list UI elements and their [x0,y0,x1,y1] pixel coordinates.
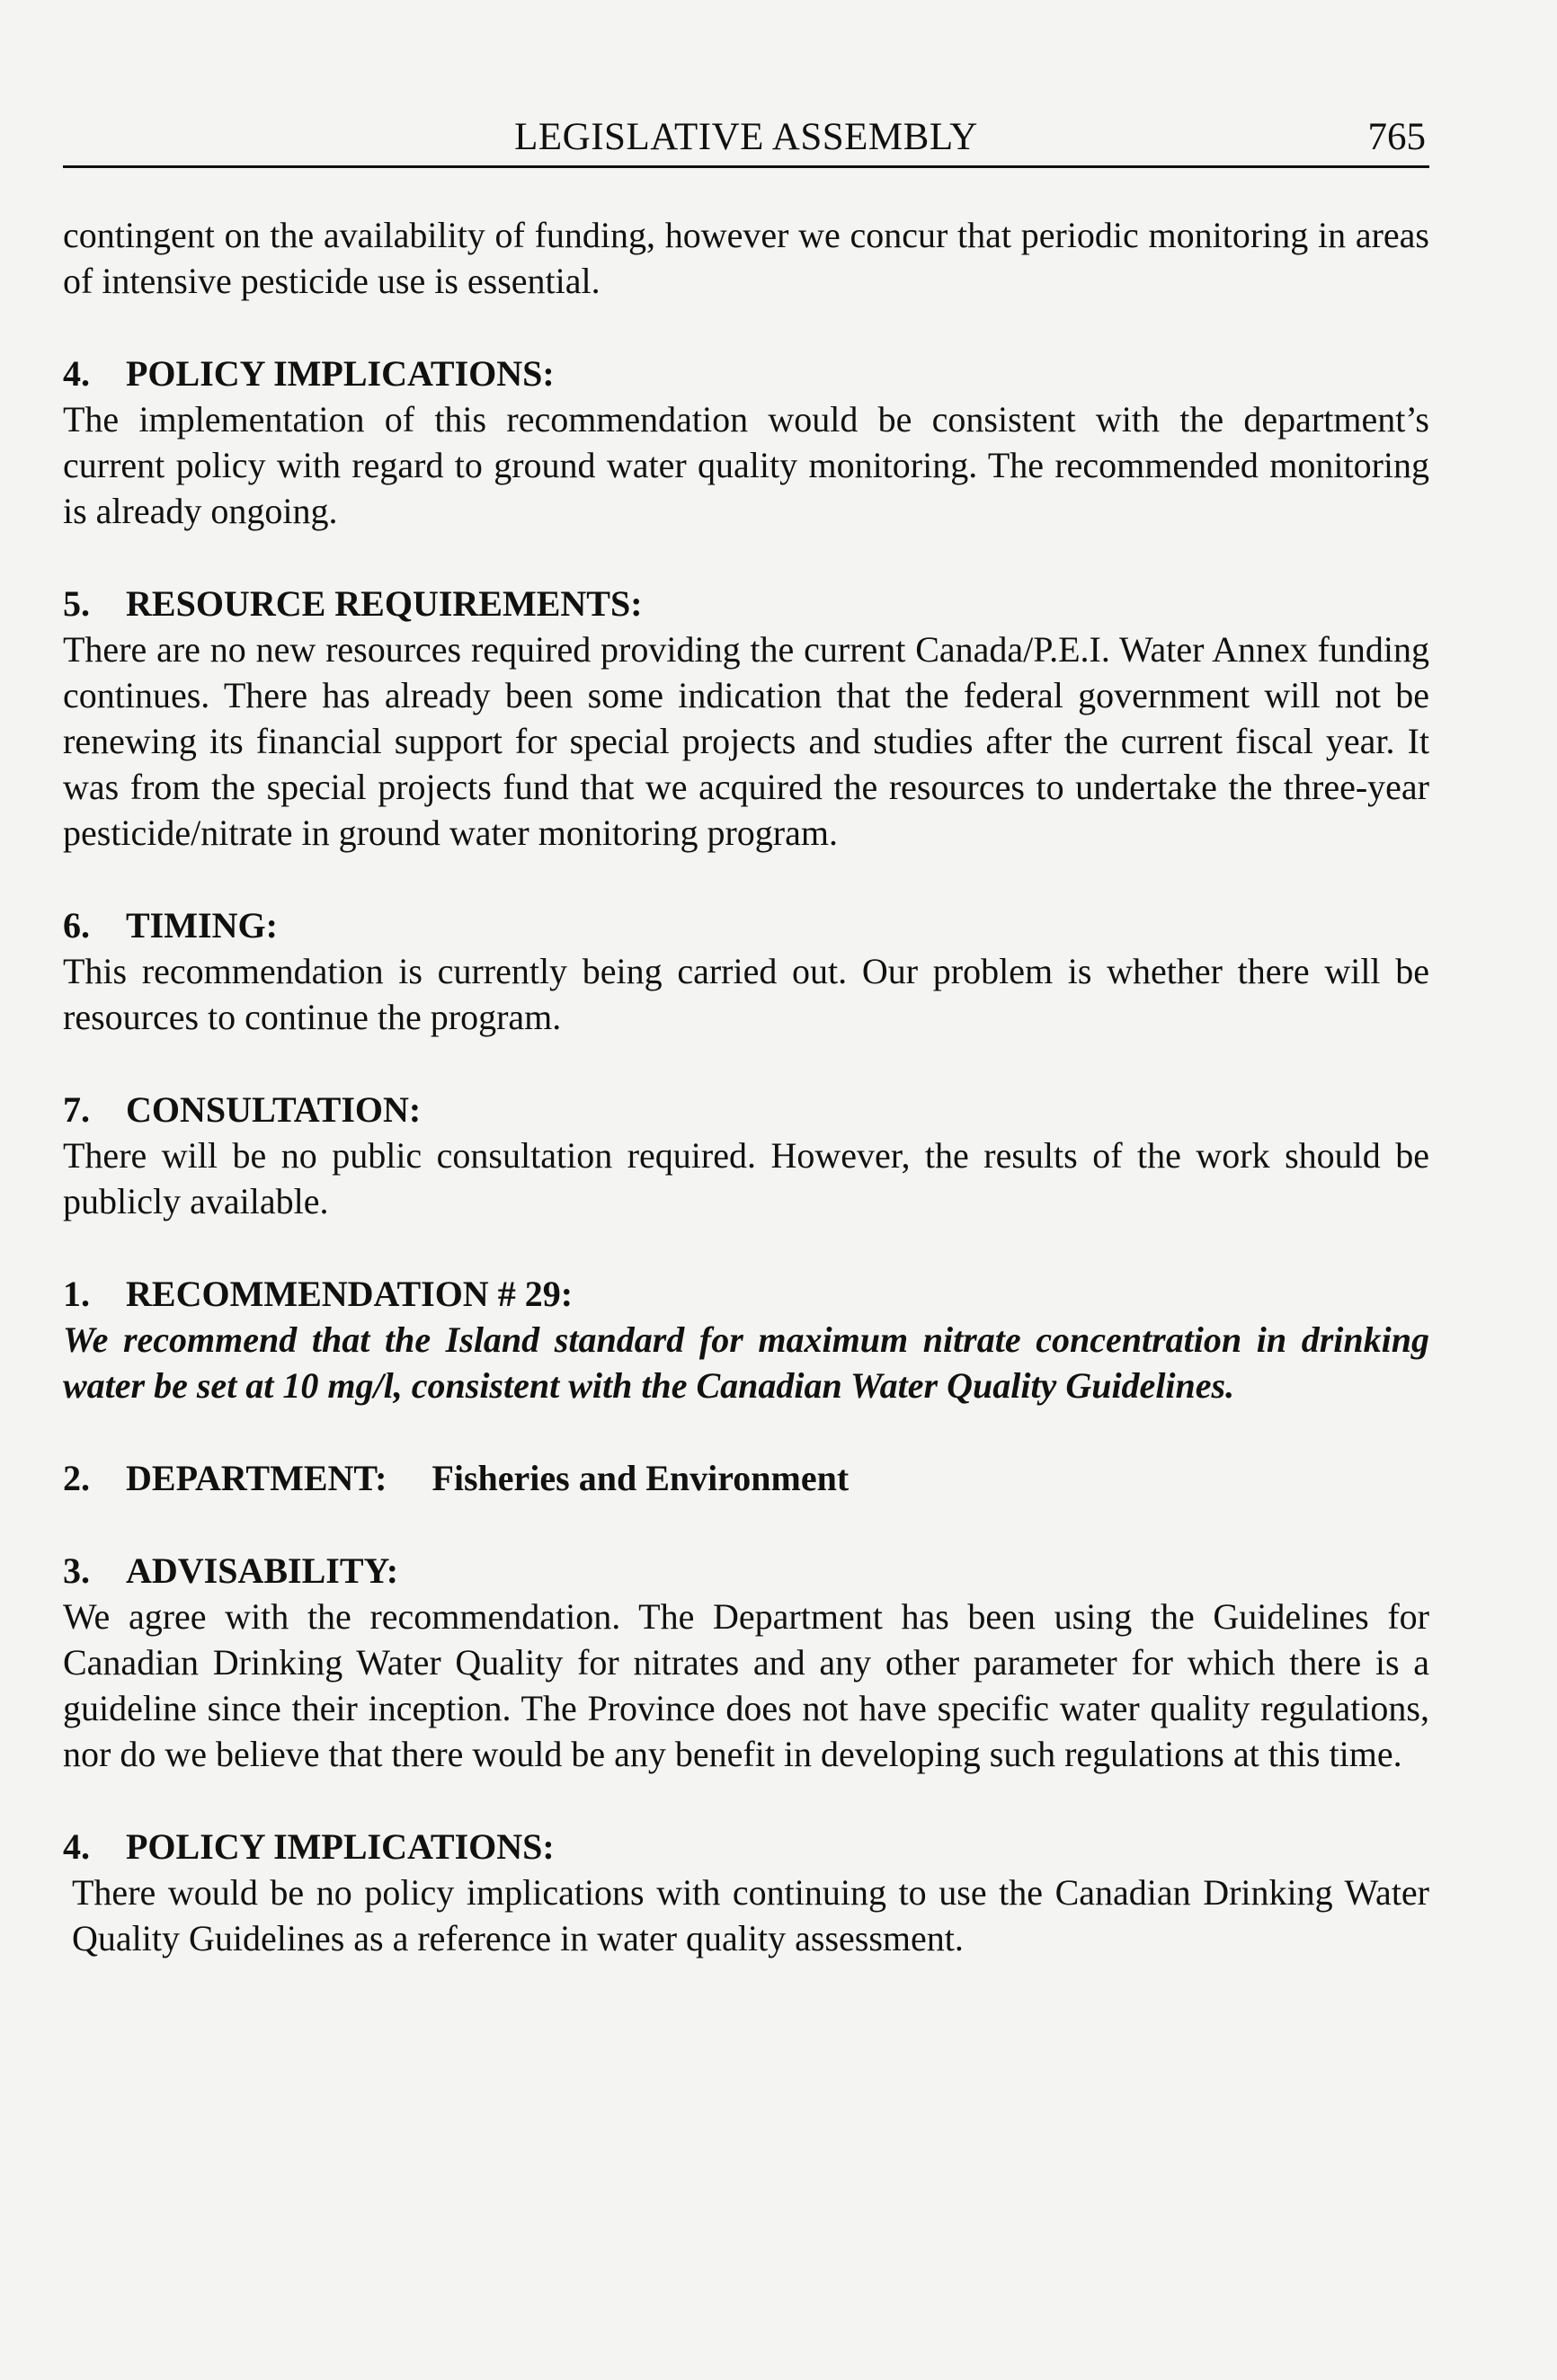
section-body: There will be no public consultation required. However, the results of the work should be publicly available. [63,1135,1429,1221]
page-header [63,115,1429,168]
section-body: We agree with the recommendation. The Department has been using the Guidelines for Canadian Drinking Water Quality for nitrates and any other parameter for which there is a guideline since their inception. The Province does not have specific water quality regulations, nor do we believe that there would be any benefit in developing such regulations at this time. [63,1596,1429,1774]
section-heading: 4. POLICY IMPLICATIONS: [63,353,555,394]
section-recommendation [63,1271,1429,1408]
section-timing [63,902,1429,1040]
section-heading: 2. DEPARTMENT: Fisheries and Environment [63,1458,850,1498]
department-value: Fisheries and Environment [432,1458,850,1498]
section-body: There would be no policy implications with continuing to use the Canadian Drinking Water Quality Guidelines as a reference in water quality assessment. [72,1872,1429,1958]
page-number: 765 [1367,116,1426,158]
section-advisability [63,1548,1429,1777]
section-heading: 4. POLICY IMPLICATIONS: [63,1826,555,1867]
section-heading: 5. RESOURCE REQUIREMENTS: [63,583,643,624]
recommendation-text: We recommend that the Island standard for maximum nitrate concentration in drinking water be set at 10 mg/l, consistent with the Canadian Water Quality Guidelines. [63,1319,1429,1406]
section-body: The implementation of this recommendation would be consistent with the department’s current policy with regard to ground water quality monitoring. The recommended monitoring is already ongoing. [63,399,1429,531]
running-title: LEGISLATIVE ASSEMBLY [514,116,978,158]
intro-paragraph: contingent on the availability of funding, however we concur that periodic monitoring in areas of intensive pesticide use is essential. [63,215,1429,301]
section-body: There are no new resources required providing the current Canada/P.E.I. Water Annex funding continues. There has already been some indication that the federal government will not be renewing its financial support for special projects and studies after the current fiscal year. It was from the special projects fund that we acquired the resources to undertake the three-year pesticide/nitrate in ground water monitoring program. [63,629,1429,853]
section-consultation [63,1087,1429,1224]
section-heading: 3. ADVISABILITY: [63,1550,399,1591]
page-content [63,212,1429,1961]
section-heading: 6. TIMING: [63,905,278,946]
section-heading: 7. CONSULTATION: [63,1089,422,1130]
section-heading: 1. RECOMMENDATION # 29: [63,1274,574,1314]
section-policy-implications-a [63,351,1429,534]
section-resource-requirements [63,581,1429,856]
section-body: This recommendation is currently being carried out. Our problem is whether there will be resources to continue the program. [63,951,1429,1037]
section-policy-implications-b [63,1824,1429,1961]
section-department [63,1455,1429,1501]
